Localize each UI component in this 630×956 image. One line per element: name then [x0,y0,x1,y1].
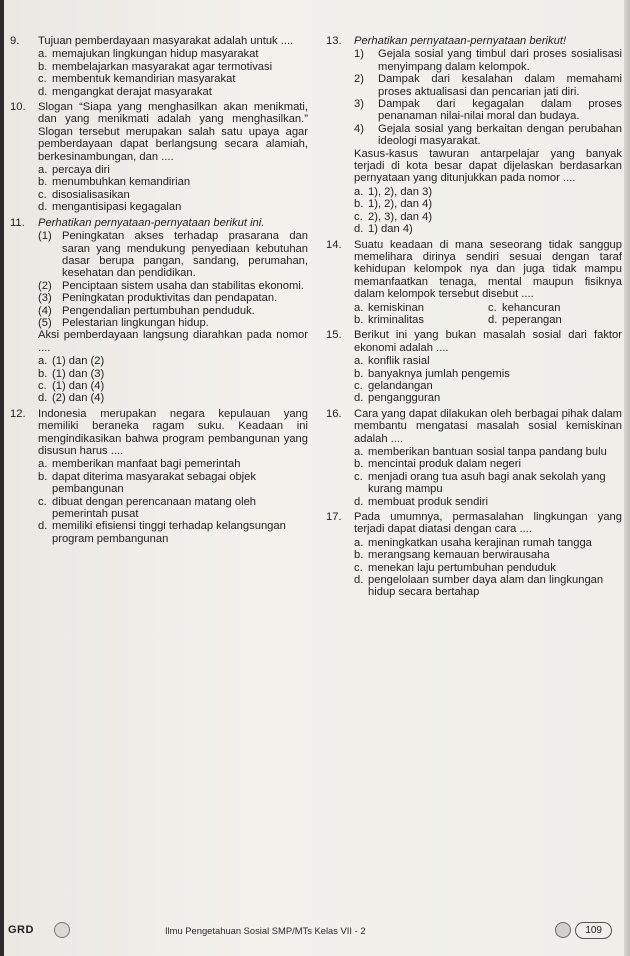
answer-option [38,164,308,176]
answer-option [354,392,622,404]
option-letter: b. [38,367,48,380]
answer-option [38,48,308,60]
option-letter: b. [354,198,364,211]
option-text: memiliki efisiensi tinggi terhadap kelangsungan program pembangunan [52,520,286,545]
statement [354,73,622,98]
statement-text: Dampak dari kesalahan dalam memahami proses aktualisasi dan pencarian jati diri. [378,73,622,98]
question [8,408,308,545]
question-row [8,408,308,545]
option-text: menekan laju pertumbuhan penduduk [368,561,556,574]
question-body [38,35,308,98]
option-text: (1) dan (3) [52,367,105,380]
question-row [324,408,622,508]
question [324,511,622,599]
question-body [354,329,622,404]
option-letter: a. [38,458,48,471]
statement-text: Pelestarian lingkungan hidup. [62,316,209,329]
footer-circle-icon [54,922,70,938]
option-text: kriminalitas [368,313,424,326]
answer-option [354,355,622,367]
answer-option [354,471,622,496]
option-letter: d. [354,223,364,236]
question-stem: Tujuan pemberdayaan masyarakat adalah untuk .... [38,35,294,47]
answer-option [38,201,308,213]
option-letter: c. [38,495,47,508]
question [324,35,622,236]
option-letter: c. [354,210,363,223]
statement [38,305,308,317]
question [324,329,622,404]
page-footer [8,919,622,941]
answer-options [38,458,308,545]
statement [38,230,308,280]
option-letter: a. [38,355,48,368]
option-text: disosialisasikan [52,188,130,201]
option-letter: c. [38,379,47,392]
page-number-wrap [555,922,612,939]
answer-option [354,198,622,210]
question-prompt: Aksi pemberdayaan langsung diarahkan pada nomor .... [38,329,308,354]
option-text: membelajarkan masyarakat agar termotivasi [52,60,273,73]
answer-options [354,537,622,599]
answer-options [38,164,308,214]
answer-option [38,392,308,404]
question-body [38,101,308,214]
question-number: 13. [326,35,342,47]
statement-label: 1) [354,48,364,61]
option-letter: c. [354,561,363,574]
book-title: Ilmu Pengetahuan Sosial SMP/MTs Kelas VII - 2 [164,924,366,936]
question-stem: Suatu keadaan di mana seseorang tidak sanggup memelihara dirinya sendiri sesuai dengan taraf kehidupan kelompok nya dan juga tidak mampu memanfaatkan tenaga, mental maupun fisiknya dalam kelompok tersebut disebut .... [354,238,622,301]
option-letter: c. [38,188,47,201]
answer-option [38,458,308,470]
option-text: memberikan bantuan sosial tanpa pandang bulu [368,446,607,458]
page-circle-icon [555,922,571,938]
answer-option [488,302,622,314]
answer-options [354,446,622,508]
statement-text: Gejala sosial yang timbul dari proses sosialisasi menyimpang dalam kelompok. [378,48,622,73]
option-text: dibuat dengan perencanaan matang oleh pemerintah pusat [52,495,257,521]
option-text: merangsang kemauan berwirausaha [368,549,550,562]
option-text: 1), 2), dan 3) [368,185,433,198]
statement [354,48,622,73]
option-letter: a. [354,301,364,314]
statement-text: Peningkatan produktivitas dan pendapatan. [62,292,278,305]
statement [38,292,308,304]
option-letter: b. [38,176,48,189]
answer-option [354,458,622,470]
option-text: memberikan manfaat bagi pemerintah [52,458,241,471]
answer-option [488,314,622,326]
answer-option [354,211,622,223]
question-body [354,511,622,599]
answer-option [38,496,308,521]
question-stem: Perhatikan pernyataan-pernyataan berikut! [354,35,567,47]
question [8,101,308,214]
statement-label: (2) [38,279,52,292]
option-letter: d. [488,313,498,326]
question-stem: Berikut ini yang bukan masalah sosial dari faktor ekonomi adalah .... [354,329,622,354]
option-letter: b. [354,549,364,562]
answer-options [38,48,308,98]
statement-text: Penciptaan sistem usaha dan stabilitas ekonomi. [62,279,304,292]
left-column [8,35,308,548]
option-text: 2), 3), dan 4) [368,210,433,223]
question-stem: Pada umumnya, permasalahan lingkungan yang terjadi dapat diatasi dengan cara .... [354,511,622,536]
page-binding-edge [0,0,4,956]
option-letter: d. [354,392,364,405]
statement-label: (1) [38,230,52,243]
question-number: 14. [326,238,342,251]
statement-text: Gejala sosial yang berkaitan dengan perubahan ideologi masyarakat. [378,122,622,148]
statement [38,317,308,329]
answer-option [354,446,622,458]
option-letter: d. [38,520,48,533]
option-letter: c. [488,301,497,314]
option-text: menjadi orang tua asuh bagi anak sekolah yang kurang mampu [368,470,606,496]
answer-option [354,380,622,392]
question-row [8,217,308,405]
option-letter: b. [354,458,364,471]
answer-option [38,380,308,392]
answer-option [354,496,622,508]
option-letter: d. [38,392,48,405]
option-text: 1) dan 4) [368,223,413,236]
question [8,217,308,405]
option-letter: d. [38,201,48,214]
option-text: 1), 2), dan 4) [368,198,433,211]
answer-option [38,189,308,201]
statement-label: 4) [354,122,364,135]
option-text: dapat diterima masyarakat sebagai objek pembangunan [52,470,256,496]
question-body [38,217,308,405]
answer-option [354,223,622,235]
statement-text: Peningkatan akses terhadap prasarana dan saran yang mendukung penyediaan kebutuhan dasar berupa pangan, sandang, perumahan, kesehatan dan pendidikan. [62,230,308,280]
question [8,35,308,98]
question-row [324,35,622,236]
publisher-logo: GRD [8,924,34,936]
statement-label: (5) [38,316,52,329]
option-text: (1) dan (2) [52,355,105,368]
option-letter: a. [354,355,364,368]
option-text: gelandangan [368,379,433,392]
option-letter: a. [354,446,364,458]
question-number: 17. [326,511,342,524]
answer-option [354,186,622,198]
question-number: 11. [10,216,25,229]
statement-label: 3) [354,98,364,111]
question-number: 10. [10,101,26,114]
option-text: memajukan lingkungan hidup masyarakat [52,48,259,61]
question-prompt: Kasus-kasus tawuran antarpelajar yang banyak terjadi di kota besar dapat dijelaskan berdasarkan pernyataan yang ditunjukkan pada nomor .... [354,147,622,185]
option-text: kemiskinan [368,301,424,314]
option-text: membuat produk sendiri [368,495,489,508]
answer-option [354,562,622,574]
option-text: (2) dan (4) [52,392,105,405]
question-number: 15. [326,329,342,342]
option-letter: d. [38,85,48,98]
option-letter: a. [354,185,364,198]
option-text: peperangan [502,313,562,326]
statement [354,98,622,123]
answer-option [38,176,308,188]
question-row [324,511,622,599]
question-number: 12. [10,407,26,420]
option-text: mengantisipasi kegagalan [52,201,182,214]
answer-options [354,302,622,327]
option-text: konflik rasial [368,355,430,368]
answer-option [354,368,622,380]
option-text: meningkatkan usaha kerajinan rumah tangga [368,536,592,549]
option-text: menumbuhkan kemandirian [52,176,191,189]
answer-option [38,368,308,380]
question-row [324,239,622,327]
option-letter: a. [38,48,48,61]
question-body [354,35,622,236]
answer-option [38,355,308,367]
right-column [324,35,622,602]
question [324,239,622,327]
option-text: banyaknya jumlah pengemis [368,367,510,380]
question-stem: Cara yang dapat dilakukan oleh berbagai pihak dalam membantu mengatasi masalah sosial kemiskinan adalah .... [354,407,622,445]
option-text: membentuk kemandirian masyarakat [52,73,236,86]
question-body [354,408,622,508]
option-letter: b. [354,367,364,380]
option-letter: a. [38,164,48,177]
option-letter: b. [354,313,364,326]
question-stem: Slogan “Siapa yang menghasilkan akan menikmati, dan yang menikmati adalah yang menghasilkan.” Slogan tersebut merupakan salah satu upaya agar pemberdayaan dapat berlangsung secara alamiah, berkesinambungan, dan .... [38,101,308,163]
option-text: pengelolaan sumber daya alam dan lingkungan hidup secara bertahap [368,574,604,599]
answer-options [354,355,622,405]
option-letter: d. [354,574,364,587]
statement [38,280,308,292]
option-text: kehancuran [502,301,561,314]
question-number: 16. [326,407,342,420]
statement-label: (4) [38,304,52,317]
question-stem: Indonesia merupakan negara kepulauan yang memiliki beraneka ragam suku. Keadaan ini mengindikasikan bahwa program pembangunan yang disusun harus .... [38,407,308,457]
answer-option [38,520,308,545]
option-letter: d. [354,495,364,508]
question-row [8,35,308,98]
option-text: pengangguran [368,392,441,405]
question [324,408,622,508]
answer-option [354,549,622,561]
answer-option [38,86,308,98]
question-body [354,239,622,327]
answer-option [354,302,488,314]
page-number: 109 [575,922,612,939]
answer-option [38,471,308,496]
option-text: percaya diri [52,164,110,177]
option-letter: a. [354,536,364,549]
question-row [324,329,622,404]
answer-option [354,537,622,549]
option-text: mengangkat derajat masyarakat [52,85,212,98]
option-letter: b. [38,470,48,483]
question-body [38,408,308,545]
option-letter: c. [354,379,363,392]
statement-label: (3) [38,292,52,305]
answer-option [354,314,488,326]
option-letter: c. [354,470,363,483]
statement-text: Dampak dari kegagalan dalam proses penanaman nilai-nilai moral dan budaya. [378,98,622,123]
question-row [8,101,308,214]
question-stem: Perhatikan pernyataan-pernyataan berikut ini. [38,216,265,229]
answer-option [38,61,308,73]
page-right-edge [624,0,630,956]
question-number: 9. [10,35,20,47]
option-text: mencintai produk dalam negeri [368,458,521,471]
statement-label: 2) [354,73,364,86]
answer-option [354,574,622,599]
answer-options [38,355,308,405]
statement-text: Pengendalian pertumbuhan penduduk. [62,304,255,317]
statement [354,123,622,148]
answer-options [354,186,622,236]
option-letter: c. [38,73,47,86]
option-letter: b. [38,60,48,73]
answer-option [38,73,308,85]
option-text: (1) dan (4) [52,379,105,392]
